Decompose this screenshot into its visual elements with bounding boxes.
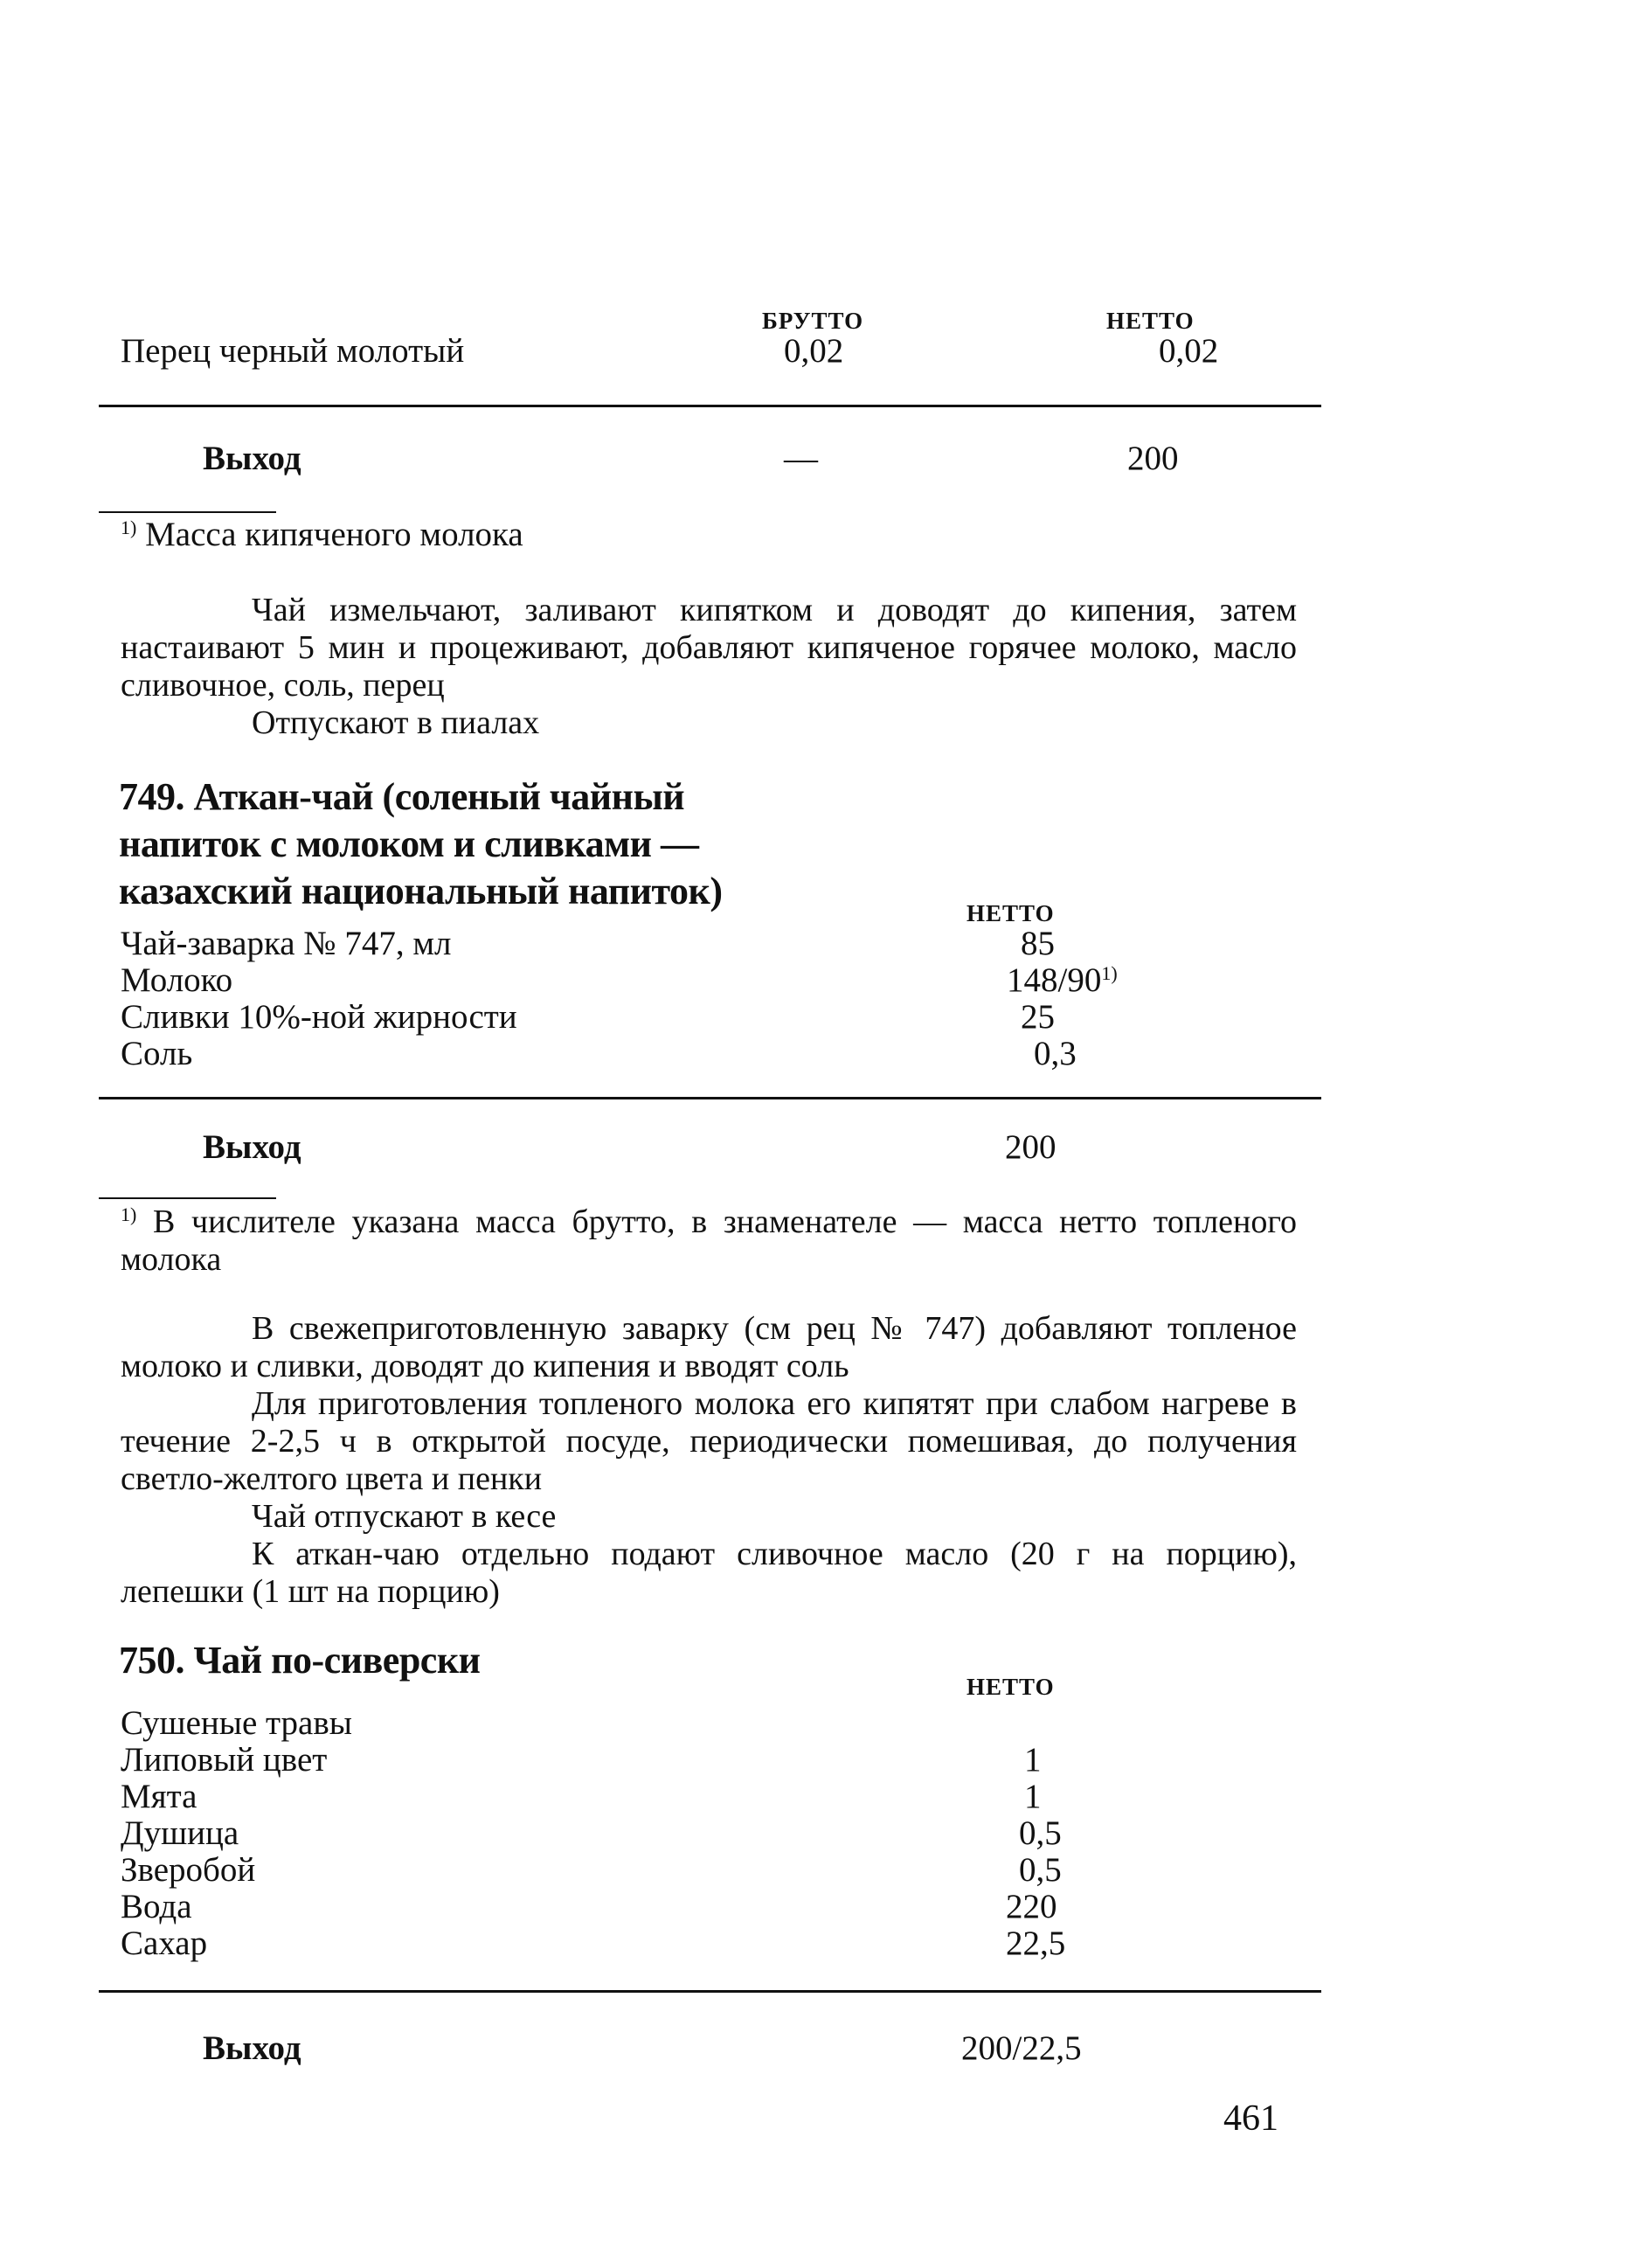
ingredient-name: Липовый цвет xyxy=(121,1741,328,1779)
yield-netto: 200 xyxy=(1005,1128,1057,1166)
cooking-text xyxy=(121,592,1297,742)
ingredient-brutto: 0,02 xyxy=(784,332,844,370)
table-rule xyxy=(99,1097,1321,1099)
paragraph: Чай отпускают в кесе xyxy=(252,1498,557,1535)
ingredient-name: Чай-заварка № 747, мл xyxy=(121,925,452,962)
ingredient-netto: 0,02 xyxy=(1159,332,1219,370)
netto-value: 148/90 xyxy=(1007,961,1102,999)
footnote xyxy=(121,1203,1297,1279)
ingredient-netto: 85 xyxy=(1021,925,1055,962)
yield-label: Выход xyxy=(203,440,301,477)
table-rule xyxy=(99,405,1321,407)
header-netto: НЕТТО xyxy=(966,1674,1055,1700)
footnote-mark: 1) xyxy=(121,517,137,538)
ingredient-netto: 0,3 xyxy=(1034,1035,1077,1072)
ingredient-netto xyxy=(1007,961,1118,1000)
ingredient-name: Сахар xyxy=(121,1925,208,1962)
paragraph: К аткан-чаю отдельно подают сливочное масло (20 г на порцию), лепешки (1 шт на порцию) xyxy=(121,1536,1297,1610)
table-rule xyxy=(99,1990,1321,1993)
header-netto: НЕТТО xyxy=(1106,308,1195,334)
footnote-paragraph xyxy=(121,1203,1297,1279)
recipe-749-title-line-2: напиток с молоком и сливками — xyxy=(119,822,699,865)
page-number: 461 xyxy=(1223,2098,1278,2139)
yield-brutto: — xyxy=(784,440,818,477)
ingredient-name: Перец черный молотый xyxy=(121,332,465,370)
footnote-text: Масса кипяченого молока xyxy=(145,516,523,553)
ingredient-name: Молоко xyxy=(121,961,233,999)
recipe-749-title-line-3: казахский национальный напиток) xyxy=(119,870,723,912)
yield-netto: 200/22,5 xyxy=(961,2029,1082,2067)
ingredient-netto: 25 xyxy=(1021,998,1055,1036)
footnote-mark: 1) xyxy=(1101,962,1118,984)
paragraph: Чай измельчают, заливают кипятком и доводят до кипения, затем настаивают 5 мин и процеживают, добавляют кипяченое горячее молоко, масло сливочное, соль, перец xyxy=(121,592,1297,704)
ingredient-netto: 22,5 xyxy=(1006,1925,1066,1962)
ingredient-netto: 0,5 xyxy=(1019,1814,1062,1852)
paragraph: Для приготовления топленого молока его кипятят при слабом нагреве в течение 2-2,5 ч в открытой посуде, периодически помешивая, до получения светло-желтого цвета и пенки xyxy=(121,1385,1297,1497)
yield-label: Выход xyxy=(203,1128,301,1166)
cooking-text xyxy=(121,1310,1297,1611)
recipe-750-title: 750. Чай по-сиверски xyxy=(119,1639,481,1682)
ingredient-name: Зверобой xyxy=(121,1851,256,1889)
recipe-749-title-line-1: 749. Аткан-чай (соленый чайный xyxy=(119,775,685,818)
ingredient-netto: 0,5 xyxy=(1019,1851,1062,1889)
ingredient-netto: 1 xyxy=(1024,1741,1042,1779)
footnote-rule xyxy=(99,1197,276,1199)
paragraph: В свежеприготовленную заварку (см рец № 747) добавляют топленое молоко и сливки, доводят до кипения и вводят соль xyxy=(121,1310,1297,1384)
ingredient-netto: 220 xyxy=(1006,1888,1057,1925)
footnote-rule xyxy=(99,511,276,513)
header-brutto: БРУТТО xyxy=(762,308,864,334)
paragraph: Отпускают в пиалах xyxy=(252,704,540,741)
footnote xyxy=(121,516,523,554)
ingredient-netto: 1 xyxy=(1024,1778,1042,1815)
header-netto: НЕТТО xyxy=(966,900,1055,926)
ingredient-name: Сливки 10%-ной жирности xyxy=(121,998,517,1036)
ingredient-group-label: Сушеные травы xyxy=(121,1704,352,1742)
ingredient-name: Вода xyxy=(121,1888,192,1925)
ingredient-name: Соль xyxy=(121,1035,193,1072)
ingredient-name: Душица xyxy=(121,1814,239,1852)
footnote-mark: 1) xyxy=(121,1203,137,1225)
yield-netto: 200 xyxy=(1127,440,1179,477)
ingredient-name: Мята xyxy=(121,1778,197,1815)
footnote-text: В числителе указана масса брутто, в знаменателе — масса нетто топленого молока xyxy=(121,1203,1297,1278)
yield-label: Выход xyxy=(203,2029,301,2067)
